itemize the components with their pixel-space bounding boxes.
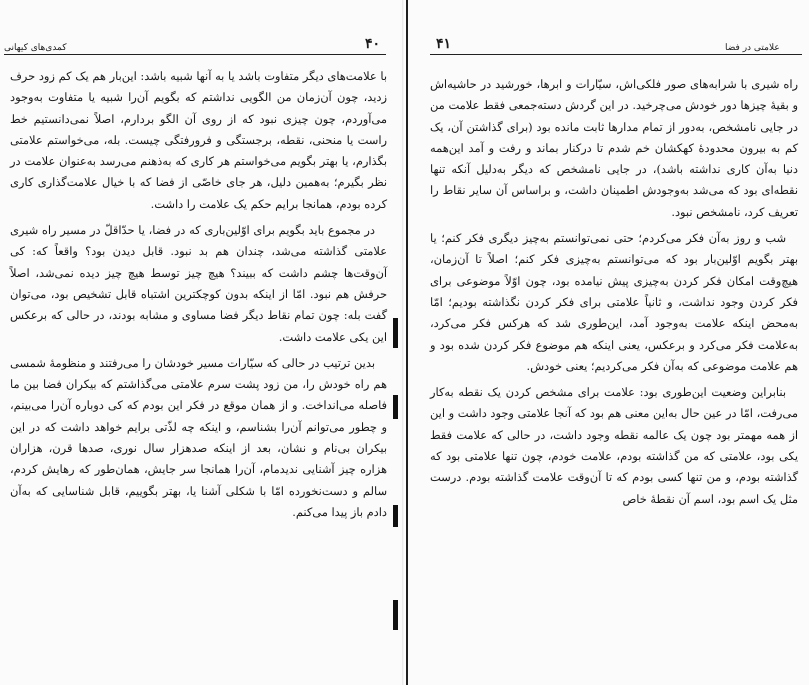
right-running-title: علامتی در فضا <box>725 43 780 53</box>
right-paragraph-2: شب و روز به‌آن فکر می‌کردم؛ حتی نمی‌توانستم به‌چیز دیگری فکر کنم؛ یا بهتر بگویم اوّلین‌بار بود که می‌توانستم به‌چیزی فکر کنم؛ اصلاً تا آن‌زمان، هیچ‌وقت امکان فکر کردن به‌چیزی پیش نیامده بود، چون اوّلاً موضوعی برای فکر کردن وجود نداشت، و ثانیاً علامتی برای فکر کردن نگذاشته بودیم؛ امّا به‌محض اینکه علامت به‌وجود آمد، این‌طوری شد که هرکس فکر می‌کرد، به‌علامت فکر می‌کرد و برعکس، یعنی اینکه هم موضوع فکر کردن شده بود و هم علامت موضوعی که به‌آن فکر می‌کردیم؛ یعنی خودش. <box>430 231 798 373</box>
right-paragraph-3: بنابراین وضعیت این‌طوری بود: علامت برای مشخص کردن یک نقطه به‌کار می‌رفت، امّا در عین حال به‌این معنی هم بود که آنجا علامتی وجود داشت و این از همه مهمتر بود چون یک عالمه نقطه وجود داشت، در حالی که علامت فقط یکی بود، علامتی که من گذاشته بودم، علامت خودم، چون تنها علامتی بود که گذاشته بودم، و من تنها کسی بودم که تا آن‌وقت علامت گذاشته بودم. درست مثل یک اسم بود، اسم آن نقطهٔ خاص <box>430 385 798 506</box>
right-page-number: ۴۱ <box>436 36 452 52</box>
left-page-number: ۴۰ <box>365 36 381 52</box>
left-running-title: کمدی‌های کیهانی <box>4 43 67 53</box>
left-page <box>0 0 402 685</box>
left-page-edge-mark <box>393 318 398 348</box>
right-header-rule <box>430 54 802 55</box>
left-page-header <box>0 36 389 56</box>
left-page-edge-mark <box>393 600 398 630</box>
right-page <box>408 0 809 685</box>
left-paragraph-1: با علامت‌های دیگر متفاوت باشد یا به آنها شبیه باشد: این‌بار هم یک کم زود حرف زدید، چون آن‌زمان من الگویی نداشتم که بگویم آن‌را شبیه یا متفاوت به‌وجود می‌آوردم، چون چیزی نبود که از روی آن الگو بردارم، اصلاً نمی‌دانستیم خط راست یا منحنی، نقطه، برجستگی و فرورفتگی چیست. بله، می‌خواستم علامتی بگذارم، یا بهتر بگویم می‌خواستم هر کاری که به‌ذهنم می‌رسد به‌عنوان علامت در نظر بگیرم؛ به‌همین دلیل، هر جای خاصّی از فضا که با خیال علامت‌گذاری کاری کرده بودم، همانجا برایم حکم یک علامت را داشت. <box>10 69 387 211</box>
left-header-rule <box>4 54 386 55</box>
left-page-edge-mark <box>393 395 398 419</box>
right-paragraph-1: راه شیری با شرابه‌های صور فلکی‌اش، سیّارات و ابرها، خورشید در حاشیه‌اش و بقیهٔ چیزها دور خودش می‌چرخید. در این گردش دسته‌جمعی فقط علامت من در جایی نامشخص، به‌دور از تمام مدارها ثابت مانده بود (برای گذاشتن آن، یک کم به بیرون محدودهٔ کهکشان خم شدم تا درکنار بماند و رفت و آمد این‌همه دنیا به‌آن کاری نداشته باشد)، در جایی نامشخص که دیگر به‌دلیل آنکه تنها نقطه‌ای بود که می‌شد به‌وجودش اطمینان داشت، و براساس آن سایر نقاط را تعریف کرد، نامشخص نبود. <box>430 77 798 219</box>
left-paragraph-2: در مجموع باید بگویم برای اوّلین‌باری که در فضا، یا حدّاقلّ در مسیر راه شیری علامتی گذاشته می‌شد، چندان هم بد نبود. قابل دیدن بود؟ واقعاً که: کی آن‌وقت‌ها چشم داشت که ببیند؟ هیچ چیز توسط هیچ چیز دیده نمی‌شد، اصلاً حرفش هم نبود. امّا از اینکه بدون کوچکترین اشتباه قابل تشخیص بود، می‌توان گفت بله: چون تمام نقاط دیگر فضا مساوی و مشابه بودند، در حالی که برعکس این یکی علامت داشت. <box>10 223 387 344</box>
left-paragraph-3: بدین ترتیب در حالی که سیّارات مسیر خودشان را می‌رفتند و منظومهٔ شمسی هم راه خودش را، من زود پشت سرم علامتی می‌گذاشتم که بیکران فضا بین ما فاصله می‌انداخت. و از همان موقع در فکر این بودم که کی دوباره آن‌را می‌بینم، و چطور می‌توانم آن‌را بشناسم، و اینکه چه لذّتی برایم خواهد داشت که در این بیکران بی‌نام و نشان، بعد از اینکه صدهزار سال نوری، صدها قرن، هزاران هزاره چیز آشنایی ندیدمام، آن‌را همانجا سر جایش، همان‌طور که رهایش کردم، سالم و دست‌نخورده امّا با شکلی آشنا یا، بهتر بگوییم، قابل شناسایی که به‌آن دادم باز پیدا می‌کنم. <box>10 355 387 519</box>
left-page-edge-mark <box>393 505 398 527</box>
left-page-body <box>10 66 387 524</box>
right-page-header <box>430 36 802 56</box>
right-page-body <box>430 74 798 511</box>
